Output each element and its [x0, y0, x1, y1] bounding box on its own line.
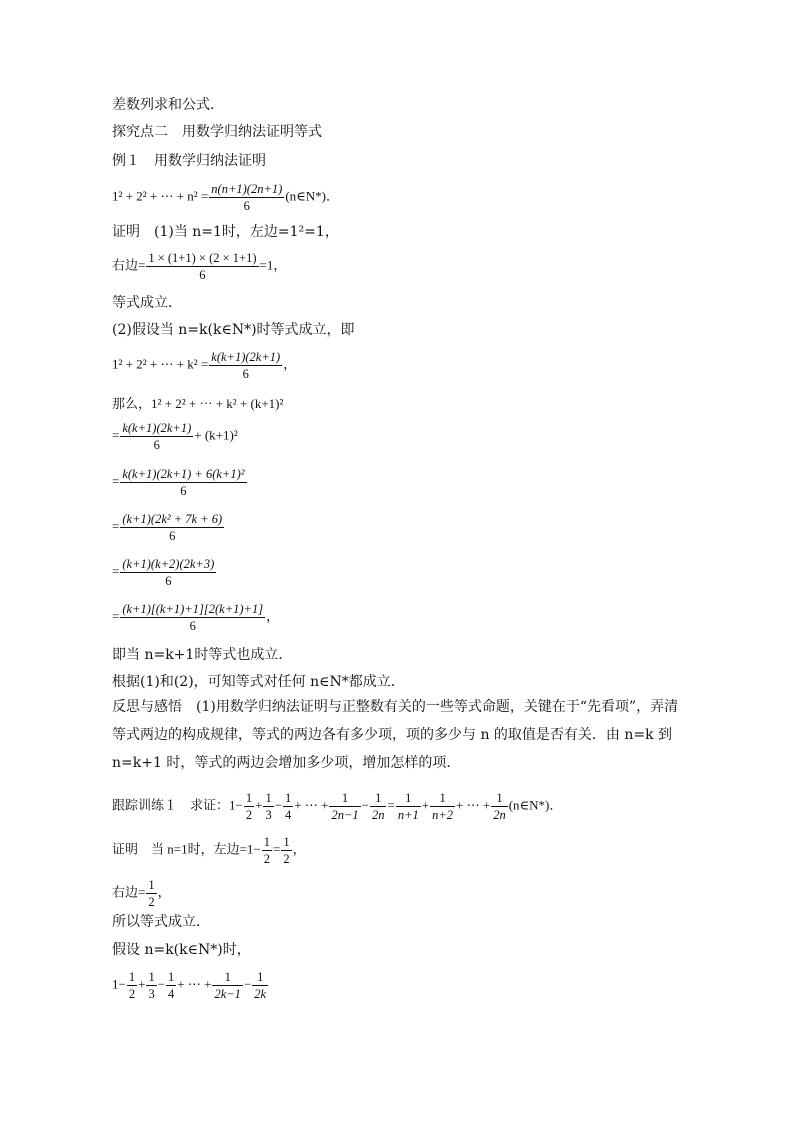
equation-tail: (n∈N*)． — [508, 797, 563, 813]
fraction — [209, 349, 282, 382]
text-line: 差数列求和公式． — [112, 97, 224, 113]
equation-lhs: 跟踪训练１ 求证：1− — [112, 797, 243, 813]
operator: − — [361, 797, 369, 813]
fraction — [396, 790, 421, 823]
numerator: (k+1)[(k+1)+1][2(k+1)+1] — [122, 602, 264, 616]
numerator: 1 — [329, 790, 360, 807]
text-line: 根据(1)和(2)，可知等式对任何 n∈N*都成立． — [112, 674, 405, 690]
operator: + — [255, 797, 263, 813]
equation-line — [112, 250, 286, 283]
text-line: 所以等式成立． — [112, 914, 210, 930]
denominator: 6 — [153, 438, 160, 452]
operator: + ⋯ + — [177, 976, 212, 992]
fraction — [252, 969, 268, 1002]
denominator: 6 — [242, 367, 249, 381]
fraction — [263, 790, 273, 823]
operator: − — [157, 976, 166, 992]
numerator: 1 — [212, 969, 242, 986]
text-line: (2)假设当 n=k(k∈N*)时等式成立，即 — [112, 322, 355, 338]
numerator: 1 — [263, 835, 270, 849]
equation-lhs: 1− — [112, 976, 126, 992]
denominator: 2n — [371, 808, 385, 822]
equation-lhs: 右边= — [112, 257, 146, 273]
fraction — [370, 790, 387, 823]
fraction — [491, 790, 508, 823]
denominator: 2 — [283, 852, 290, 866]
fraction — [430, 790, 455, 823]
denominator: 6 — [165, 574, 172, 588]
equation-lhs: = — [112, 563, 120, 579]
equation-tail: =1， — [259, 257, 287, 273]
equation-tail: ， — [266, 608, 280, 624]
numerator: 1 — [491, 790, 508, 807]
operator: + ⋯ + — [294, 797, 329, 813]
operator: + ⋯ + — [456, 797, 491, 813]
equation-line — [112, 466, 248, 499]
operator: = — [387, 797, 395, 813]
equation-line — [112, 790, 562, 823]
equation-line — [112, 511, 225, 544]
fraction — [281, 834, 291, 867]
equation-tail: (n∈N*)． — [285, 188, 339, 204]
text-line: 假设 n=k(k∈N*)时， — [112, 942, 251, 958]
example-heading: 例１ 用数学归纳法证明 — [112, 153, 266, 169]
operator: + — [421, 797, 430, 813]
text-line: 等式成立． — [112, 295, 182, 311]
operator: + — [138, 976, 146, 992]
numerator: (k+1)(2k² + 7k + 6) — [122, 512, 223, 526]
denominator: 3 — [148, 987, 155, 1001]
numerator: 1 — [265, 791, 272, 805]
numerator: n(n+1)(2n+1) — [211, 182, 283, 196]
numerator: k(k+1)(2k+1) — [211, 350, 281, 364]
denominator: 6 — [180, 484, 187, 498]
numerator: 1 — [148, 970, 155, 984]
numerator: 1 — [128, 970, 136, 984]
denominator: 2 — [128, 987, 136, 1001]
numerator: 1 — [283, 835, 290, 849]
fraction — [120, 420, 193, 453]
equation-tail: ， — [292, 841, 306, 857]
equation-line — [112, 556, 217, 589]
denominator: 6 — [199, 268, 206, 282]
equation-line — [112, 834, 306, 867]
denominator: 2 — [263, 852, 270, 866]
fraction — [209, 181, 284, 214]
fraction — [120, 511, 224, 544]
equation-lhs: 1² + 2² + ⋯ + n² = — [112, 188, 209, 204]
equation-lhs: 证明 当 n=1时，左边=1− — [112, 841, 261, 857]
section-heading: 探究点二 用数学归纳法证明等式 — [112, 124, 322, 140]
operator: = — [273, 841, 281, 857]
equation-line — [112, 181, 339, 214]
fraction — [212, 969, 242, 1002]
equation-lhs: 右边= — [112, 884, 146, 900]
numerator: 1 × (1+1) × (2 × 1+1) — [148, 251, 257, 265]
numerator: 1 — [245, 791, 253, 805]
fraction — [127, 969, 137, 1002]
numerator: 1 — [396, 790, 421, 807]
denominator: 2k — [254, 987, 267, 1001]
fraction — [329, 790, 360, 823]
fraction — [120, 466, 246, 499]
equation-line — [112, 601, 279, 634]
fraction — [146, 877, 156, 910]
equation-lhs: = — [112, 608, 120, 624]
denominator: 4 — [285, 808, 292, 822]
equation-lhs: 1² + 2² + ⋯ + k² = — [112, 356, 209, 372]
denominator: n+2 — [432, 808, 454, 822]
denominator: 2n−1 — [331, 808, 359, 822]
denominator: 6 — [169, 529, 176, 543]
equation-line — [112, 420, 238, 453]
numerator: 1 — [148, 878, 155, 892]
operator: − — [243, 976, 252, 992]
denominator: 2 — [148, 895, 155, 909]
fraction — [262, 834, 272, 867]
numerator: 1 — [252, 969, 268, 986]
numerator: k(k+1)(2k+1) — [122, 421, 192, 435]
equation-lhs: = — [112, 427, 120, 443]
fraction — [166, 969, 176, 1002]
equation-tail: ， — [157, 884, 171, 900]
text-line: 即当 n=k+1时等式也成立． — [112, 647, 293, 663]
denominator: n+1 — [397, 808, 419, 822]
numerator: 1 — [370, 790, 387, 807]
text-line: 那么，1² + 2² + ⋯ + k² + (k+1)² — [112, 396, 284, 411]
numerator: 1 — [168, 970, 175, 984]
fraction — [146, 250, 258, 283]
equation-tail: ， — [283, 356, 297, 372]
text-line: 证明 (1)当 n=1时，左边=1²=1， — [112, 224, 339, 240]
reflection-paragraph: 反思与感悟 (1)用数学归纳法证明与正整数有关的一些等式命题，关键在于“先看项”，弄清等式两边的构成规律，等式的两边各有多少项，项的多少与 n 的取值是否有关．由 n=k 到 n=k+1 时，等式的两边会增加多少项，增加怎样的项． — [112, 699, 679, 771]
denominator: 6 — [189, 619, 196, 633]
equation-lhs: = — [112, 473, 120, 489]
equation-tail: + (k+1)² — [194, 427, 238, 443]
equation-lhs: = — [112, 518, 120, 534]
numerator: k(k+1)(2k+1) + 6(k+1)² — [122, 467, 245, 481]
numerator: 1 — [430, 790, 455, 807]
fraction — [283, 790, 293, 823]
fraction — [120, 556, 216, 589]
fraction — [244, 790, 254, 823]
denominator: 4 — [168, 987, 175, 1001]
denominator: 2n — [493, 808, 506, 822]
numerator: 1 — [285, 791, 292, 805]
denominator: 6 — [243, 199, 250, 213]
denominator: 2 — [245, 808, 253, 822]
fraction — [120, 601, 265, 634]
denominator: 3 — [265, 808, 272, 822]
numerator: (k+1)(k+2)(2k+3) — [122, 557, 215, 571]
denominator: 2k−1 — [214, 987, 241, 1001]
fraction — [146, 969, 156, 1002]
equation-line — [112, 969, 269, 1002]
equation-line — [112, 877, 171, 910]
operator: − — [274, 797, 283, 813]
equation-line — [112, 349, 296, 382]
